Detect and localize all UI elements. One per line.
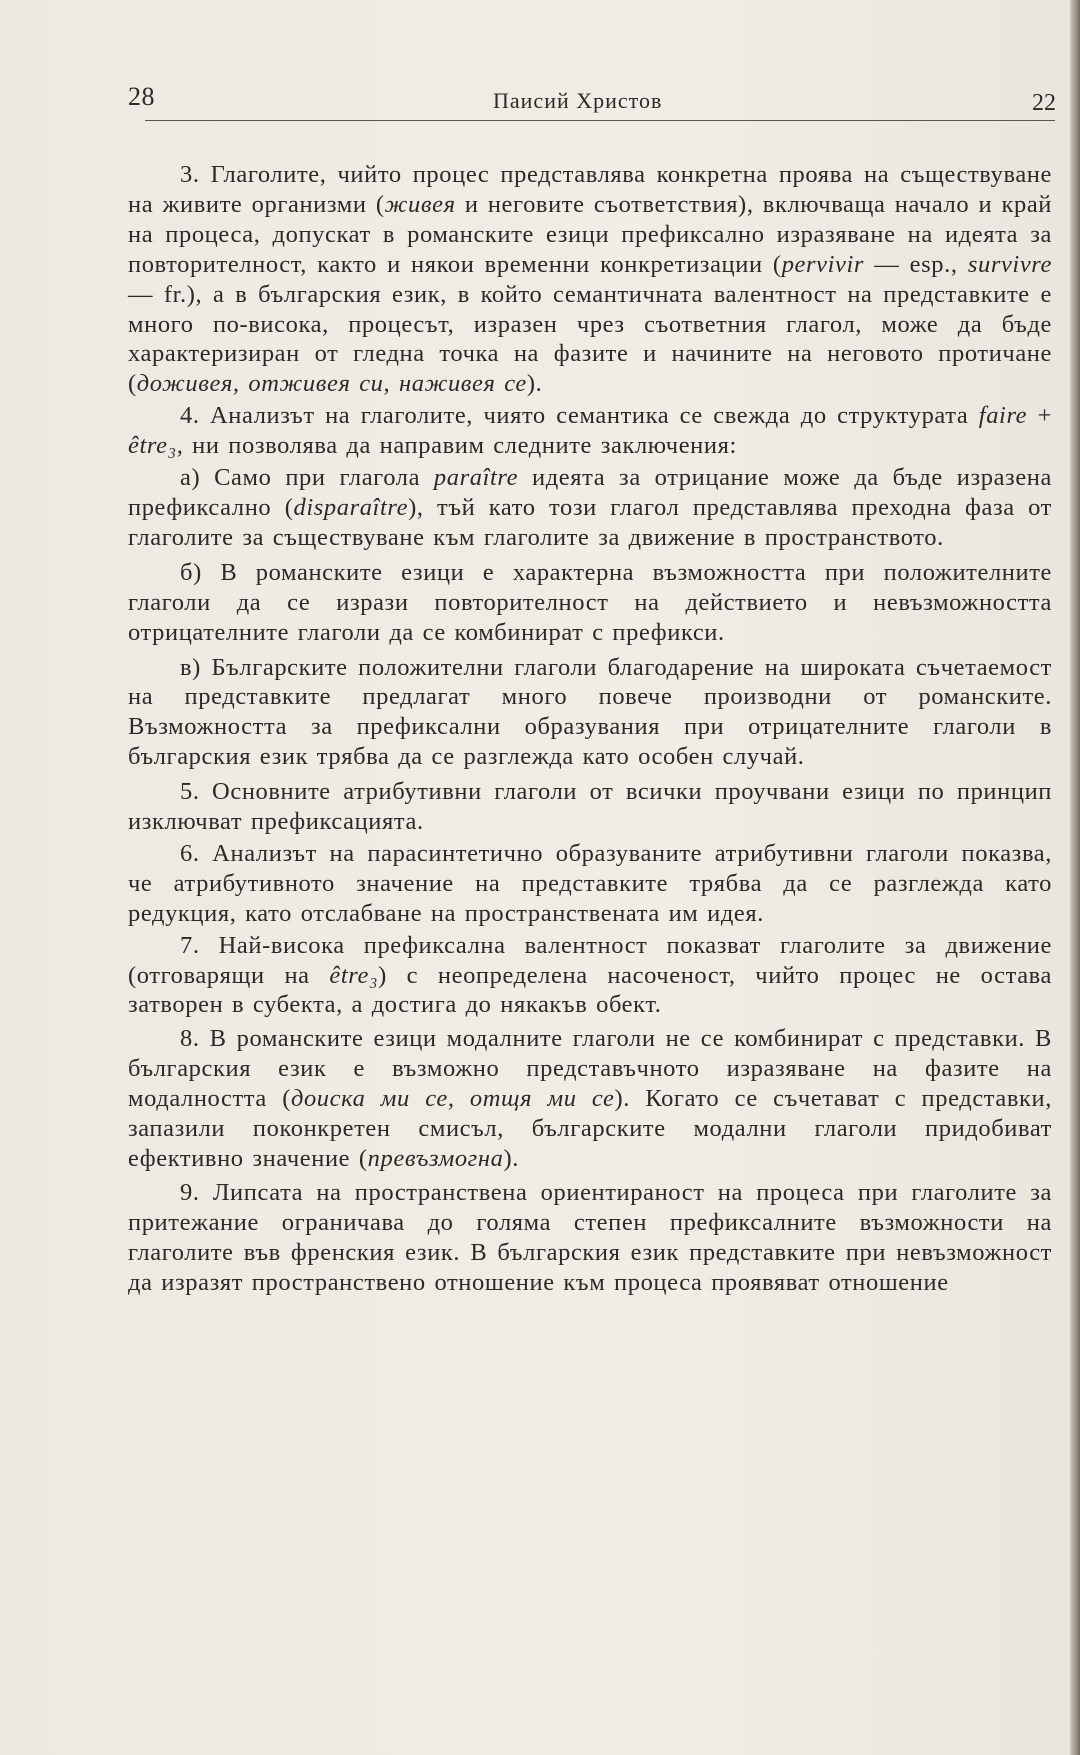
paragraph bbox=[128, 1024, 1052, 1174]
text-run: 3. Глаголите, чийто процес представлява конкретна проява на съществуване на живите организми ( bbox=[128, 161, 1052, 218]
text-run: б) В романските езици е характерна възможността при положителните глаголи да се изрази повторителност на действието и невъзможността отрицателните глаголи да се комбинират с префикси. bbox=[128, 558, 1052, 646]
italic-run: disparaître bbox=[293, 493, 409, 521]
text-run: 6. Анализът на парасинтетично образуваните атрибутивни глаголи показва, че атрибутивното значение на представките трябва да се разглежда като редукция, като отслабване на пространствената им идея. bbox=[128, 839, 1052, 927]
italic-run: доживея, отживея си, наживея се bbox=[136, 370, 527, 398]
paragraph bbox=[128, 931, 1052, 1021]
body-text bbox=[128, 160, 1052, 1300]
italic-run: живея bbox=[384, 190, 456, 218]
text-run: идеята за отрицание може да бъде изразена префиксално ( bbox=[128, 464, 1052, 521]
paragraph bbox=[128, 1178, 1052, 1298]
text-run: ). bbox=[503, 1145, 519, 1172]
paragraph bbox=[128, 653, 1052, 773]
running-head: Паисий Христов bbox=[493, 88, 663, 113]
italic-run: survivre bbox=[967, 250, 1053, 278]
italic-run: доиска ми се, отщя ми се bbox=[290, 1085, 615, 1113]
paragraph bbox=[128, 401, 1052, 461]
paragraph bbox=[128, 160, 1052, 399]
text-run: 9. Липсата на пространствена ориентираност на процеса при глаголите за притежание ограничава до голяма степен префиксалните възможности на глаголите във френския език. В българския език представките при невъзможност да изразят пространствено отношение към процеса проявяват отношение bbox=[128, 1178, 1052, 1296]
header-rule bbox=[145, 120, 1055, 121]
text-run: , ни позволява да направим следните заключения: bbox=[176, 432, 737, 460]
text-run: 8. В романските езици модалните глаголи не се комбинират с представки. В българския език е възможно представъчното изразяване на фазите на модалността ( bbox=[128, 1025, 1052, 1113]
text-run: и неговите съответствия), включваща начало и край на процеса, допускат в романските езици префиксално изразяване на идеята за повторителност, както и някои временни конкретизации ( bbox=[128, 190, 1053, 278]
page-spine-edge bbox=[1070, 0, 1080, 1755]
italic-run: être₃ bbox=[329, 961, 379, 989]
page-number: 28 bbox=[128, 82, 155, 111]
text-run: — fr.), а в българския език, в който семантичната валентност на представките е много по-висока, процесът, изразен чрез съответния глагол, може да бъде характеризиран от гледна точка на фазите и начините на неговото протичане ( bbox=[128, 280, 1052, 398]
page-mark: 22 bbox=[1032, 90, 1056, 116]
text-run: 4. Анализът на глаголите, чиято семантика се свежда до структурата bbox=[180, 402, 979, 430]
text-run: ) с неопределена насоченост, чийто процес не остава затворен в субекта, а достига до някакъв обект. bbox=[128, 961, 1052, 1019]
text-run: 5. Основните атрибутивни глаголи от всички проучвани езици по принцип изключват префиксацията. bbox=[128, 778, 1052, 836]
paragraph bbox=[128, 558, 1052, 648]
italic-run: être₃ bbox=[128, 432, 177, 460]
italic-run: paraître bbox=[433, 464, 519, 492]
text-run: ), тъй като този глагол представлява преходна фаза от глаголите за съществуване към глаголите за движение в пространството. bbox=[128, 493, 1052, 551]
text-run: ). Когато се съчетават с представки, запазили поконкретен смисъл, българските модални глаголи придобиват ефективно значение ( bbox=[128, 1085, 1052, 1172]
italic-run: pervivir bbox=[781, 250, 865, 278]
paragraph bbox=[128, 463, 1052, 553]
page-header bbox=[128, 82, 1058, 122]
text-run: в) Българските положителни глаголи благодарение на широката съчетаемост на представките предлагат много повече производни от романските. Възможността за префиксални образувания при отрицателните глаголи в българския език трябва да се разглежда като особен случай. bbox=[128, 653, 1052, 771]
text-run: + bbox=[1027, 402, 1052, 430]
text-run: ). bbox=[526, 370, 543, 398]
italic-run: faire bbox=[978, 402, 1028, 430]
text-run: — esp., bbox=[864, 250, 968, 278]
paragraph bbox=[128, 839, 1052, 929]
italic-run: превъзмогна bbox=[367, 1145, 504, 1172]
paragraph bbox=[128, 777, 1052, 837]
text-run: 7. Най-висока префиксална валентност показват глаголите за движение (отговарящи на bbox=[128, 931, 1052, 989]
text-run: а) Само при глагола bbox=[180, 464, 434, 492]
